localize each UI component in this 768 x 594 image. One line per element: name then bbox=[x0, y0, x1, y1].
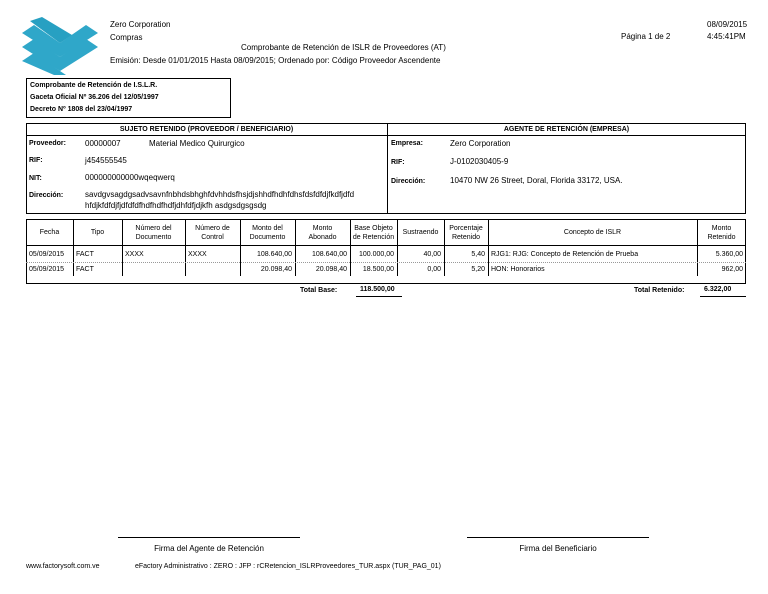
supplier-name: Material Medico Quirurgico bbox=[149, 139, 245, 148]
col-monto-doc: Monto del Documento bbox=[249, 224, 286, 241]
cell-fecha: 05/09/2015 bbox=[29, 266, 65, 273]
col-sustraendo: Sustraendo bbox=[402, 229, 439, 236]
cell-retenido: 5.360,00 bbox=[715, 251, 743, 258]
subject-rif: j454555545 bbox=[85, 156, 127, 165]
subject-title: SUJETO RETENIDO (PROVEEDOR / BENEFICIARIO) bbox=[119, 126, 294, 133]
footer-path: eFactory Administrativo : ZERO : JFP : rCRetencion_ISLRProveedores_TUR.aspx (TUR_PAG_01) bbox=[135, 563, 441, 570]
cell-monto-ab: 20.098,40 bbox=[315, 266, 347, 273]
report-title: Comprobante de Retención de ISLR de Proveedores (AT) bbox=[241, 43, 446, 52]
legal-line-2: Gaceta Oficial Nº 36.206 del 12/05/1997 bbox=[30, 94, 159, 101]
agent-company-label: Empresa: bbox=[391, 140, 423, 147]
agent-address: 10470 NW 26 Street, Doral, Florida 33172, USA. bbox=[450, 176, 623, 185]
col-porcentaje: Porcentaje Retenido bbox=[449, 224, 483, 241]
report-time: 4:45:41PM bbox=[707, 32, 746, 41]
subject-rif-label: RIF: bbox=[29, 157, 43, 164]
cell-sustraendo: 0,00 bbox=[427, 266, 441, 273]
cell-monto-ab: 108.640,00 bbox=[311, 251, 347, 258]
col-concepto: Concepto de ISLR bbox=[563, 229, 622, 236]
page-number: Página 1 de 2 bbox=[621, 32, 671, 41]
agent-title: AGENTE DE RETENCIÓN (EMPRESA) bbox=[503, 126, 630, 133]
company-name: Zero Corporation bbox=[110, 20, 171, 29]
agent-signature-label: Firma del Agente de Retención bbox=[154, 544, 264, 553]
supplier-label: Proveedor: bbox=[29, 140, 66, 147]
agent-address-label: Dirección: bbox=[391, 178, 426, 185]
legal-line-3: Decreto Nº 1808 del 23/04/1997 bbox=[30, 106, 133, 113]
col-retenido: Monto Retenido bbox=[707, 224, 736, 241]
cell-num-doc: XXXX bbox=[125, 251, 144, 258]
cell-concepto: HON: Honorarios bbox=[491, 266, 545, 273]
cell-sustraendo: 40,00 bbox=[423, 251, 441, 258]
agent-rif: J-0102030405-9 bbox=[450, 157, 509, 166]
cell-base: 100.000,00 bbox=[358, 251, 394, 258]
cell-retenido: 962,00 bbox=[721, 266, 743, 273]
total-base-label: Total Base: bbox=[300, 287, 338, 294]
legal-line-1: Comprobante de Retención de I.S.L.R. bbox=[30, 82, 158, 89]
cell-concepto: RJG1: RJG: Concepto de Retención de Prueba bbox=[491, 251, 639, 258]
report-date: 08/09/2015 bbox=[707, 20, 748, 29]
cell-base: 18.500,00 bbox=[362, 266, 394, 273]
agent-signature-line bbox=[118, 537, 300, 538]
module-name: Compras bbox=[110, 33, 143, 42]
total-retained-label: Total Retenido: bbox=[634, 287, 685, 294]
cell-pct: 5,40 bbox=[471, 251, 485, 258]
supplier-code: 00000007 bbox=[85, 139, 121, 148]
subject-nit-label: NIT: bbox=[29, 175, 42, 182]
beneficiary-signature-line bbox=[467, 537, 649, 538]
col-num-ctrl: Número de Control bbox=[195, 224, 230, 241]
emission-range: Emisión: Desde 01/01/2015 Hasta 08/09/2015; Ordenado por: Código Proveedor Ascendente bbox=[110, 56, 441, 65]
total-retained-value: 6.322,00 bbox=[704, 286, 732, 293]
col-num-doc: Número del Documento bbox=[135, 224, 172, 241]
col-base: Base Objeto de Retención bbox=[352, 224, 395, 241]
company-logo bbox=[22, 17, 100, 75]
beneficiary-signature-label: Firma del Beneficiario bbox=[519, 544, 597, 553]
subject-address-line-2: hfdjkfdfdjfjdfdfdfhdfhdfhdfjdhfdfjdjkfh asdgsdgsgsdg bbox=[85, 201, 267, 210]
cell-monto-doc: 108.640,00 bbox=[256, 251, 292, 258]
cell-tipo: FACT bbox=[76, 251, 94, 258]
total-base-value: 118.500,00 bbox=[360, 286, 395, 293]
col-tipo: Tipo bbox=[90, 229, 105, 236]
cell-monto-doc: 20.098,40 bbox=[260, 266, 292, 273]
subject-nit: 000000000000wqeqwerq bbox=[85, 173, 175, 182]
cell-pct: 5,20 bbox=[471, 266, 485, 273]
footer-website: www.factorysoft.com.ve bbox=[26, 563, 100, 570]
subject-address-line-1: savdgvsagdgsadvsavnfnbhdsbhghfdvhhdsfhsjdjshhdfhdhfdhsfdsfdfdjfkdfjdfd bbox=[85, 190, 355, 199]
col-fecha: Fecha bbox=[39, 229, 60, 236]
agent-company: Zero Corporation bbox=[450, 139, 511, 148]
subject-address-label: Dirección: bbox=[29, 192, 64, 199]
cell-fecha: 05/09/2015 bbox=[29, 251, 65, 258]
cell-tipo: FACT bbox=[76, 266, 94, 273]
col-monto-abonado: Monto Abonado bbox=[308, 224, 337, 241]
cell-num-ctrl: XXXX bbox=[188, 251, 207, 258]
agent-rif-label: RIF: bbox=[391, 159, 405, 166]
